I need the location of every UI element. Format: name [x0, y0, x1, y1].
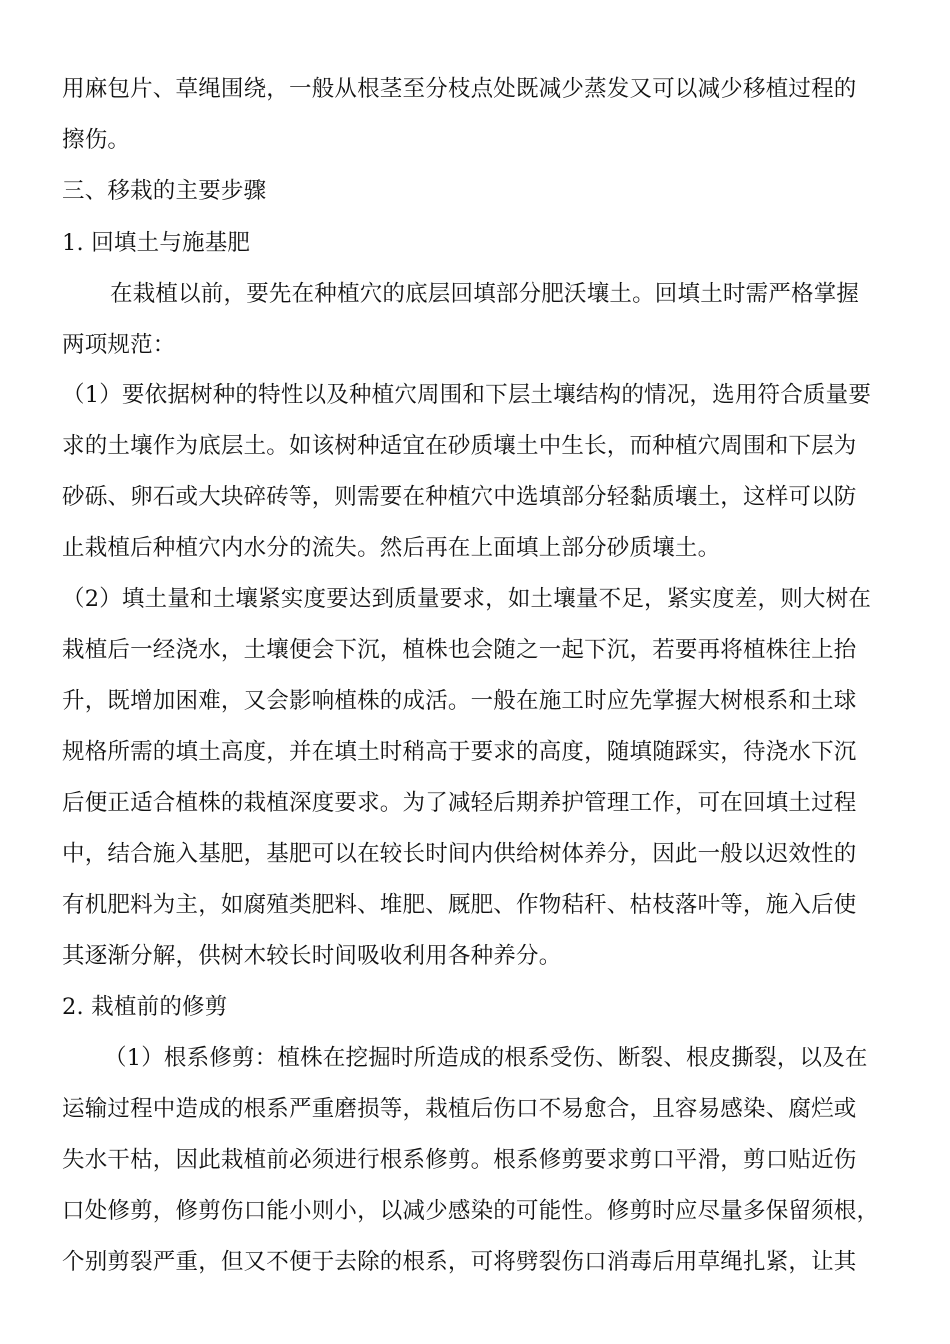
list-item-line: （1）要依据树种的特性以及种植穴周围和下层土壤结构的情况，选用符合质量要	[62, 382, 872, 408]
list-item-line: 止栽植后种植穴内水分的流失。然后再在上面填上部分砂质壤土。	[62, 535, 721, 561]
paragraph-line: 两项规范：	[62, 332, 176, 358]
list-item-line: 栽植后一经浇水，土壤便会下沉，植株也会随之一起下沉，若要再将植株往上抬	[62, 637, 857, 663]
list-item-line: （2）填土量和土壤紧实度要达到质量要求，如土壤量不足，紧实度差，则大树在	[62, 586, 872, 612]
list-item-line: 后便正适合植株的栽植深度要求。为了减轻后期养护管理工作，可在回填土过程	[62, 790, 857, 816]
list-item-line: 个别剪裂严重，但又不便于去除的根系，可将劈裂伤口消毒后用草绳扎紧，让其	[62, 1249, 857, 1275]
list-item-line: 运输过程中造成的根系严重磨损等，栽植后伤口不易愈合，且容易感染、腐烂或	[62, 1096, 857, 1122]
paragraph-continuation-line: 用麻包片、草绳围绕，一般从根茎至分枝点处既减少蒸发又可以减少移植过程的	[62, 76, 857, 102]
list-item-line: （1）根系修剪：植株在挖掘时所造成的根系受伤、断裂、根皮撕裂，以及在	[104, 1045, 868, 1071]
list-item-line: 升，既增加困难，又会影响植株的成活。一般在施工时应先掌握大树根系和土球	[62, 688, 857, 714]
list-item-line: 求的土壤作为底层土。如该树种适宜在砂质壤土中生长，而种植穴周围和下层为	[62, 433, 857, 459]
list-item-line: 有机肥料为主，如腐殖类肥料、堆肥、厩肥、作物秸秆、枯枝落叶等，施入后使	[62, 892, 857, 918]
list-item-line: 其逐渐分解，供树木较长时间吸收利用各种养分。	[62, 943, 562, 969]
paragraph-continuation-line: 擦伤。	[62, 127, 131, 153]
list-item-line: 规格所需的填土高度，并在填土时稍高于要求的高度，随填随踩实，待浇水下沉	[62, 739, 857, 765]
list-item-line: 中，结合施入基肥，基肥可以在较长时间内供给树体养分，因此一般以迟效性的	[62, 841, 857, 867]
subsection-heading: 2. 栽植前的修剪	[62, 994, 228, 1020]
list-item-line: 失水干枯，因此栽植前必须进行根系修剪。根系修剪要求剪口平滑，剪口贴近伤	[62, 1147, 857, 1173]
subsection-heading: 1. 回填土与施基肥	[62, 230, 251, 256]
list-item-line: 砂砾、卵石或大块碎砖等，则需要在种植穴中选填部分轻黏质壤土，这样可以防	[62, 484, 857, 510]
paragraph-line: 在栽植以前，要先在种植穴的底层回填部分肥沃壤土。回填土时需严格掌握	[110, 281, 860, 307]
list-item-line: 口处修剪，修剪伤口能小则小，以减少感染的可能性。修剪时应尽量多保留须根，	[62, 1198, 880, 1224]
section-heading: 三、移栽的主要步骤	[62, 178, 267, 204]
